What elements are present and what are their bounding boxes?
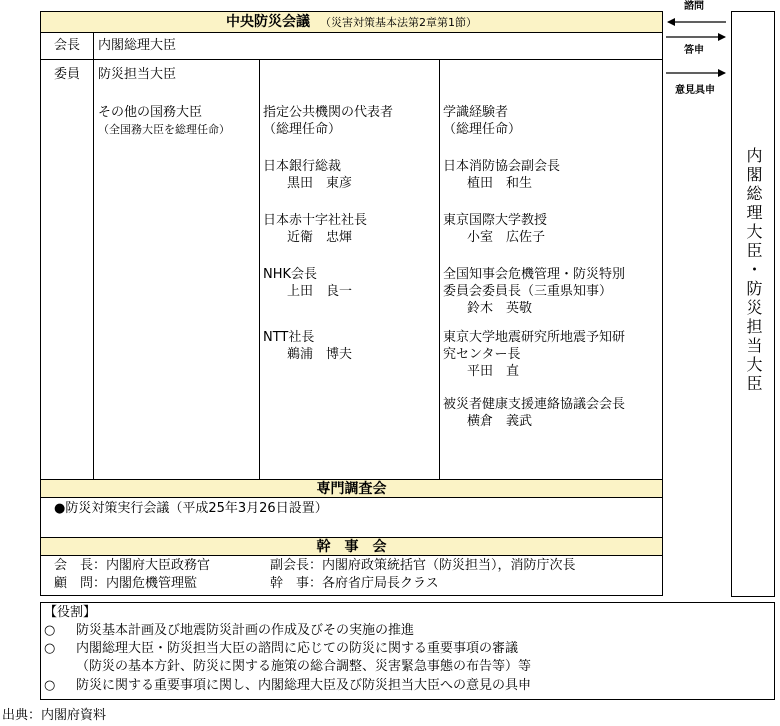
expert-title: 東京国際大学教授 (443, 213, 548, 228)
public-org-name: 上田 良一 (287, 284, 353, 299)
secretariat-title: 幹 事 会 (316, 539, 387, 555)
secretariat-chair: 会 長：内閣府大臣政務官 (54, 558, 211, 573)
experts-title: 学識経験者 (443, 105, 509, 120)
members-label: 委員 (54, 67, 81, 82)
expert-title-line2: 究センター長 (443, 347, 521, 362)
role-mark: ○ (44, 641, 56, 656)
secretariat-advisor: 顧 問：内閣危機管理監 (54, 576, 198, 591)
expert-title-line2: 委員会委員長（三重県知事） (443, 284, 613, 299)
other-ministers-note: （全国務大臣を総理任命） (98, 123, 230, 136)
column-divider-3 (439, 60, 440, 480)
expert-name: 鈴木 英敬 (467, 301, 533, 316)
role-text: 防災基本計画及び地震防災計画の作成及びその実施の推進 (76, 623, 415, 638)
expert-committee-title: 専門調査会 (316, 481, 387, 497)
expert-name: 横倉 義武 (467, 414, 533, 429)
chair-value: 内閣総理大臣 (98, 38, 177, 53)
public-org-name: 黒田 東彦 (287, 176, 353, 191)
public-org-title: 日本赤十字社社長 (263, 213, 368, 228)
public-org-title: NTT社長 (263, 330, 315, 345)
expert-title: 全国知事会危機管理・防災特別 (443, 267, 626, 282)
opinion-label: 意見具申 (675, 85, 715, 96)
label-column-divider (93, 33, 94, 480)
consult-label: 諮問 (684, 1, 704, 12)
central-council-header (41, 12, 662, 33)
council-title: 中央防災会議 (226, 14, 310, 30)
expert-name: 平田 直 (467, 364, 520, 379)
public-org-title: 日本銀行総裁 (263, 159, 342, 174)
chair-label: 会長 (54, 38, 81, 53)
answer-label: 答申 (684, 45, 704, 56)
council-legal-basis: （災害対策基本法第2章第1節） (320, 16, 477, 29)
chair-row-divider (41, 59, 662, 60)
public-org-title: NHK会長 (263, 267, 318, 282)
public-org-name: 近衛 忠煇 (287, 230, 353, 245)
public-org-name: 鵜浦 博夫 (287, 347, 353, 362)
member-minister: 防災担当大臣 (98, 67, 177, 82)
expert-title: 被災者健康支援連絡協議会会長 (443, 397, 626, 412)
role-text: 内閣総理大臣・防災担当大臣の諮問に応じての防災に関する重要事項の審議 (76, 641, 519, 656)
expert-committee-header (41, 480, 662, 498)
other-ministers: その他の国務大臣 (98, 105, 203, 120)
role-text: 防災に関する重要事項に関し、内閣総理大臣及び防災担当大臣への意見の具申 (76, 678, 532, 693)
role-mark: ○ (44, 623, 56, 638)
roles-title: 【役割】 (44, 605, 97, 620)
secretariat-header (41, 538, 662, 556)
secretariat-secretary: 幹 事：各府省庁局長クラス (270, 576, 439, 591)
role-mark: ○ (44, 678, 56, 693)
public-orgs-note: （総理任命） (263, 122, 342, 137)
pm-minister-label: 内閣総理大臣・防災担当大臣 (744, 146, 763, 394)
role-text: （防災の基本方針、防災に関する施策の総合調整、災害緊急事態の布告等）等 (76, 659, 532, 674)
expert-name: 小室 広佐子 (467, 230, 546, 245)
expert-title: 東京大学地震研究所地震予知研 (443, 330, 626, 345)
source-note: 出典：内閣府資料 (2, 708, 107, 723)
expert-committee-item: ●防災対策実行会議（平成25年3月26日設置） (54, 501, 328, 516)
secretariat-vice-chair: 副会長：内閣府政策統括官（防災担当），消防庁次長 (270, 558, 576, 573)
experts-note: （総理任命） (443, 122, 522, 137)
public-orgs-title: 指定公共機関の代表者 (263, 105, 394, 120)
column-divider-2 (259, 60, 260, 480)
expert-title: 日本消防協会副会長 (443, 159, 561, 174)
expert-name: 植田 和生 (467, 176, 533, 191)
